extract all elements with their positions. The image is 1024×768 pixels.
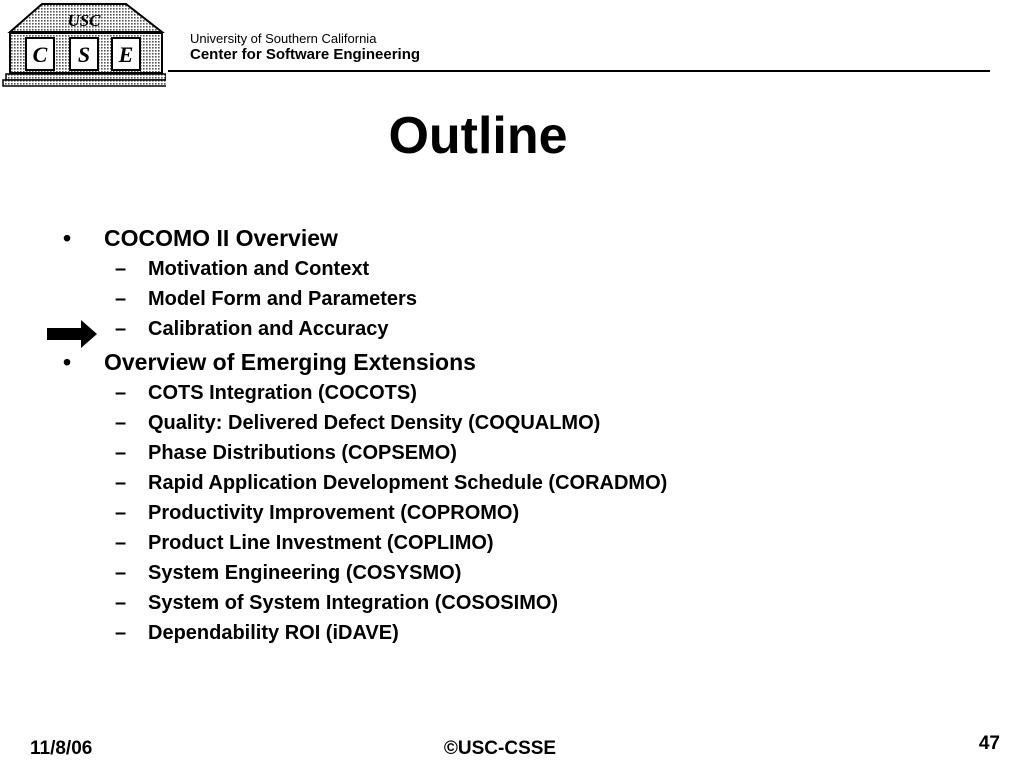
outline-subitem-text: System of System Integration (COSOSIMO): [148, 592, 559, 614]
outline-subitem-text: COTS Integration (COCOTS): [148, 382, 417, 404]
dash-marker: –: [115, 318, 127, 340]
outline-subitem-text: Rapid Application Development Schedule (CORADMO): [148, 472, 668, 494]
outline-subitem-text: Motivation and Context: [148, 258, 370, 280]
outline-subitem-text: Quality: Delivered Defect Density (COQUALMO): [148, 412, 601, 434]
logo-letter-c: C: [32, 42, 48, 67]
footer-date: 11/8/06: [30, 738, 93, 759]
dash-marker: –: [115, 288, 127, 310]
page-number: 47: [978, 733, 1000, 754]
dash-marker: –: [115, 622, 127, 644]
logo-letter-e: E: [118, 42, 134, 67]
outline-item-text: Overview of Emerging Extensions: [104, 349, 476, 375]
logo-letter-s: S: [77, 42, 91, 67]
dash-marker: –: [115, 258, 127, 280]
usc-cse-logo: [2, 2, 166, 88]
header-university: University of Southern California: [190, 31, 377, 46]
bullet-marker: •: [63, 349, 72, 375]
outline-item-text: COCOMO II Overview: [104, 225, 338, 251]
dash-marker: –: [115, 532, 127, 554]
slide-title: Outline: [388, 107, 568, 165]
logo-usc-text: USC: [67, 11, 101, 30]
dash-marker: –: [115, 382, 127, 404]
dash-marker: –: [115, 442, 127, 464]
bullet-marker: •: [63, 225, 72, 251]
outline-subitem-text: Dependability ROI (iDAVE): [148, 622, 399, 644]
dash-marker: –: [115, 472, 127, 494]
outline-subitem-text: Productivity Improvement (COPROMO): [148, 502, 520, 524]
dash-marker: –: [115, 412, 127, 434]
footer-copyright: ©USC-CSSE: [443, 738, 557, 759]
dash-marker: –: [115, 502, 127, 524]
header-divider: [168, 70, 990, 72]
outline-subitem-text: System Engineering (COSYSMO): [148, 562, 462, 584]
outline-subitem-text: Model Form and Parameters: [148, 288, 417, 310]
header-center: Center for Software Engineering: [190, 46, 421, 63]
outline-subitem-text: Phase Distributions (COPSEMO): [148, 442, 457, 464]
dash-marker: –: [115, 562, 127, 584]
outline-subitem-text: Calibration and Accuracy: [148, 318, 389, 340]
right-arrow-icon: [47, 319, 97, 349]
dash-marker: –: [115, 592, 127, 614]
outline-subitem-text: Product Line Investment (COPLIMO): [148, 532, 494, 554]
